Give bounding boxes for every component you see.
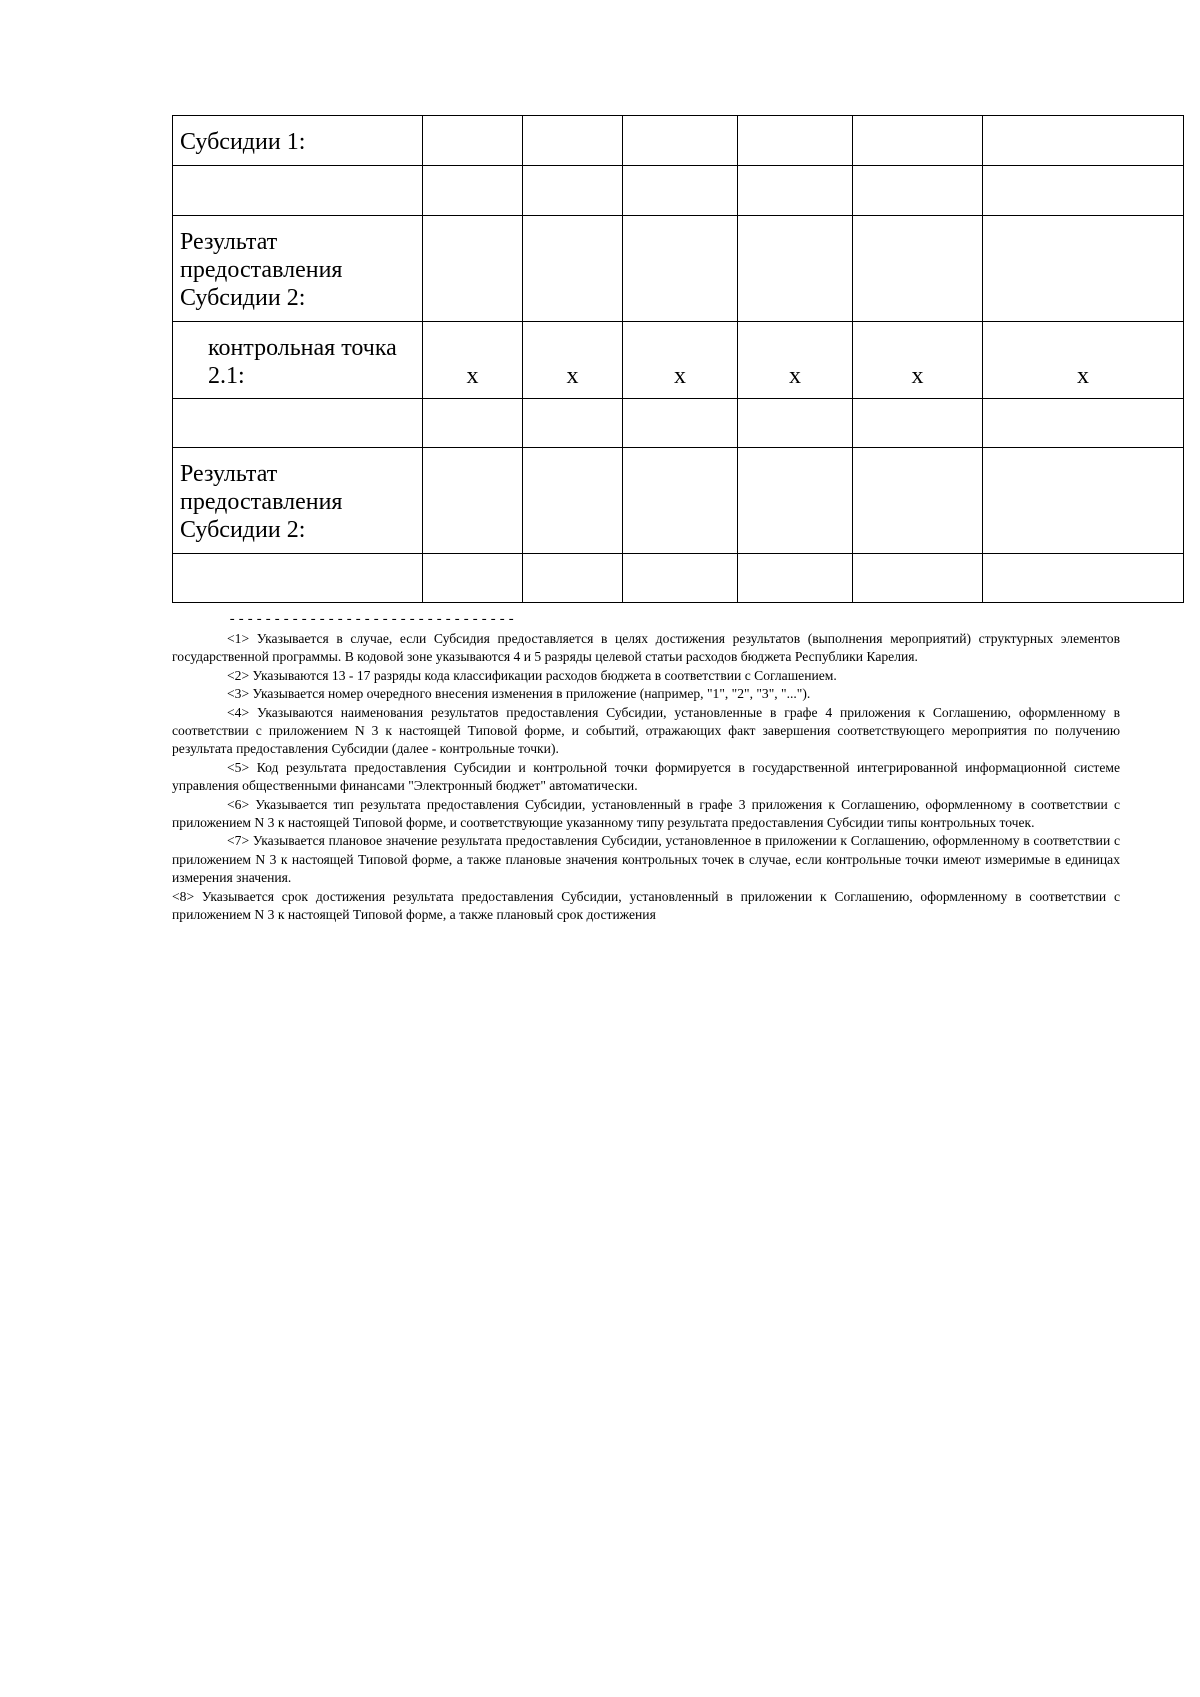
- footnote-5: <5> Код результата предоставления Субсидии и контрольной точки формируется в государственной интегрированной информационной системе управления общественными финансами "Электронный бюджет" автоматически.: [172, 759, 1120, 794]
- table-cell: [738, 448, 853, 554]
- row-label: [173, 554, 423, 603]
- table-cell: [523, 554, 623, 603]
- footnote-7: <7> Указывается плановое значение результата предоставления Субсидии, установленное в приложении к Соглашению, оформленному в соответствии с приложением N 3 к настоящей Типовой форме, а также плановые значения контрольных точек в случае, если контрольные точки имеют измеримые в единицах измерения значения.: [172, 833, 1120, 886]
- table-row: [173, 448, 1184, 554]
- row-label: [173, 399, 423, 448]
- control-point-label: контрольная точка 2.1:: [173, 322, 423, 399]
- table-cell: [623, 116, 738, 166]
- table-row: [173, 216, 1184, 322]
- table-cell: [853, 399, 983, 448]
- footnote-2: <2> Указываются 13 - 17 разряды кода классификации расходов бюджета в соответствии с Соглашением.: [227, 667, 837, 683]
- table-cell: [623, 216, 738, 322]
- table-cell: [623, 448, 738, 554]
- table-cell: [983, 448, 1184, 554]
- table-cell: [853, 216, 983, 322]
- row-label: Результат предоставления Субсидии 2:: [173, 216, 423, 322]
- table-cell: [423, 166, 523, 216]
- results-table: [172, 115, 1184, 603]
- table-cell: [523, 166, 623, 216]
- table-cell: [983, 554, 1184, 603]
- footnote-3: <3> Указывается номер очередного внесения изменения в приложение (например, "1", "2", "3", "...").: [227, 686, 811, 702]
- footnote-8: <8> Указывается срок достижения результата предоставления Субсидии, установленный в приложении к Соглашению, оформленному в соответствии с приложением N 3 к настоящей Типовой форме, а также плановый срок достижения: [172, 888, 1120, 923]
- footnote-6: <6> Указывается тип результата предоставления Субсидии, установленный в графе 3 приложения к Соглашению, оформленному в соответствии с приложением N 3 к настоящей Типовой форме, и соответствующие указанному типу результата предоставления Субсидии типы контрольных точек.: [172, 796, 1120, 831]
- footnotes: [172, 630, 1120, 925]
- table-row: [173, 166, 1184, 216]
- table-row: [173, 554, 1184, 603]
- table-cell: [523, 448, 623, 554]
- table-cell: x: [523, 322, 623, 399]
- table-cell: [853, 166, 983, 216]
- row-label: [173, 166, 423, 216]
- table-cell: [738, 166, 853, 216]
- row-label: Результат предоставления Субсидии 2:: [173, 448, 423, 554]
- table-cell: [983, 166, 1184, 216]
- table-cell: [523, 116, 623, 166]
- table-cell: x: [423, 322, 523, 399]
- table-cell: [423, 554, 523, 603]
- table-cell: [423, 216, 523, 322]
- footnote-4: <4> Указываются наименования результатов предоставления Субсидии, установленные в графе 4 приложения к Соглашению, оформленному в соответствии с приложением N 3 к настоящей Типовой форме, и событий, отражающих факт завершения соответствующего мероприятия по получению результата предоставления Субсидии (далее - контрольные точки).: [172, 704, 1120, 757]
- footnote-separator: --------------------------------: [228, 612, 517, 628]
- table-cell: x: [983, 322, 1184, 399]
- table-cell: [853, 554, 983, 603]
- table-cell: [738, 399, 853, 448]
- table-cell: [623, 399, 738, 448]
- table-cell: [738, 116, 853, 166]
- table-cell: [853, 116, 983, 166]
- table-cell: x: [853, 322, 983, 399]
- table-row: [173, 399, 1184, 448]
- table-cell: [738, 216, 853, 322]
- row-label: Субсидии 1:: [173, 116, 423, 166]
- table-cell: [523, 216, 623, 322]
- table-cell: [623, 554, 738, 603]
- table-cell: [983, 116, 1184, 166]
- table-row: [173, 322, 1184, 399]
- table-cell: x: [623, 322, 738, 399]
- table-cell: [738, 554, 853, 603]
- table-cell: [983, 399, 1184, 448]
- table-cell: [623, 166, 738, 216]
- table-cell: x: [738, 322, 853, 399]
- table-cell: [523, 399, 623, 448]
- table-cell: [853, 448, 983, 554]
- table-cell: [423, 116, 523, 166]
- table-row: [173, 116, 1184, 166]
- table-cell: [423, 399, 523, 448]
- table-cell: [983, 216, 1184, 322]
- table-cell: [423, 448, 523, 554]
- footnote-1: <1> Указывается в случае, если Субсидия предоставляется в целях достижения результатов (выполнения мероприятий) структурных элементов государственной программы. В кодовой зоне указываются 4 и 5 разряды целевой статьи расходов бюджета Республики Карелия.: [172, 631, 1120, 665]
